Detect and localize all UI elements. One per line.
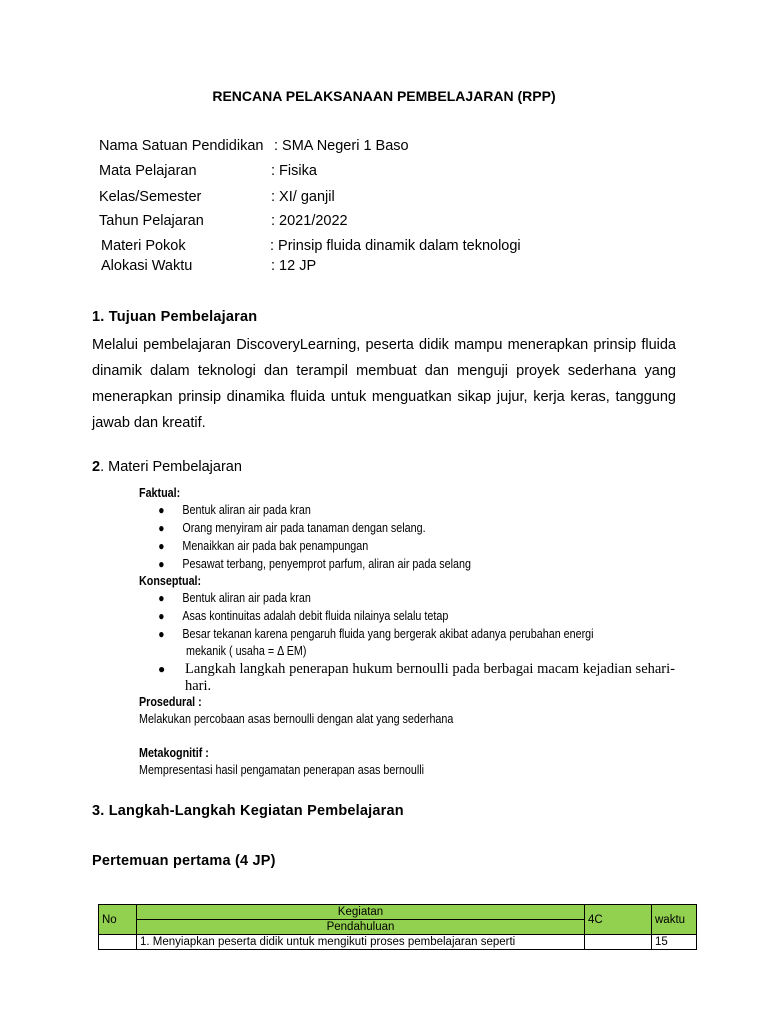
list-item: ● Besar tekanan karena pengaruh fluida yang bergerak akibat adanya perubahan energi [158, 627, 594, 641]
metakognitif-label: Metakognitif : [139, 746, 209, 760]
cell-waktu: 15 [652, 935, 697, 950]
list-item: ● Menaikkan air pada bak penampungan [158, 539, 369, 553]
list-item: ● Asas kontinuitas adalah debit fluida nilainya selalu tetap [158, 609, 449, 623]
table-row [99, 935, 697, 950]
document-title: RENCANA PELAKSANAAN PEMBELAJARAN (RPP) [212, 88, 556, 104]
identity-value: : 2021/2022 [271, 213, 348, 229]
prosedural-label: Prosedural : [139, 695, 202, 709]
bullet-icon: ● [158, 557, 165, 571]
cell-4c [585, 935, 652, 950]
identity-label: Nama Satuan Pendidikan [99, 138, 264, 154]
header-kegiatan: Kegiatan [137, 905, 585, 920]
prosedural-text: Melakukan percobaan asas bernoulli dengan alat yang sederhana [139, 712, 454, 726]
list-item: ● Pesawat terbang, penyemprot parfum, aliran air pada selang [158, 557, 471, 571]
subheader-pendahuluan: Pendahuluan [137, 920, 585, 935]
cell-no [99, 935, 137, 950]
bullet-icon: ● [158, 609, 165, 623]
identity-value: : Fisika [271, 163, 317, 179]
section-heading-material [92, 459, 242, 475]
activities-table [98, 904, 697, 950]
metakognitif-text: Mempresentasi hasil pengamatan penerapan asas bernoulli [139, 763, 425, 777]
identity-label: Alokasi Waktu [101, 258, 193, 274]
bullet-icon: ● [158, 591, 165, 605]
list-item: ● Bentuk aliran air pada kran [158, 503, 311, 517]
identity-value: : XI/ ganjil [271, 189, 335, 205]
identity-label: Materi Pokok [101, 238, 186, 254]
bullet-icon: ● [158, 662, 166, 676]
section-heading-objectives: 1. Tujuan Pembelajaran [92, 309, 258, 325]
cell-kegiatan: 1. Menyiapkan peserta didik untuk mengikuti proses pembelajaran seperti [137, 935, 585, 950]
konseptual-label: Konseptual: [139, 574, 202, 588]
identity-value: : 12 JP [271, 258, 317, 274]
meeting-heading: Pertemuan pertama (4 JP) [92, 853, 276, 869]
identity-label: Mata Pelajaran [99, 163, 197, 179]
header-4c: 4C [585, 905, 652, 935]
list-item: ● Orang menyiram air pada tanaman dengan selang. [158, 521, 426, 535]
identity-label: Tahun Pelajaran [99, 213, 204, 229]
identity-value: : Prinsip fluida dinamik dalam teknologi [270, 238, 521, 254]
faktual-label: Faktual: [139, 486, 181, 500]
header-waktu: waktu [652, 905, 697, 935]
bullet-icon: ● [158, 539, 165, 553]
list-item: ● Bentuk aliran air pada kran [158, 591, 311, 605]
list-item-continuation: mekanik ( usaha = Δ EM) [186, 644, 307, 658]
section-number: 2 [92, 459, 101, 475]
identity-value: : SMA Negeri 1 Baso [274, 138, 409, 154]
bullet-icon: ● [158, 521, 165, 535]
identity-label: Kelas/Semester [99, 189, 202, 205]
section-heading-steps: 3. Langkah-Langkah Kegiatan Pembelajaran [92, 803, 404, 819]
header-no: No [99, 905, 137, 935]
bullet-icon: ● [158, 503, 165, 517]
list-item-serif: Langkah langkah penerapan hukum bernoulli pada berbagai macam kejadian sehari-hari. [185, 661, 675, 694]
bullet-icon: ● [158, 627, 165, 641]
objectives-paragraph: Melalui pembelajaran DiscoveryLearning, peserta didik mampu menerapkan prinsip fluida dinamik dalam teknologi dan terampil membuat dan menguji proyek sederhana yang menerapkan prinsip dinamika fluida untuk menguatkan sikap jujur, kerja keras, tanggung jawab dan kreatif. [92, 337, 676, 431]
section-title: . Materi Pembelajaran [100, 459, 242, 475]
